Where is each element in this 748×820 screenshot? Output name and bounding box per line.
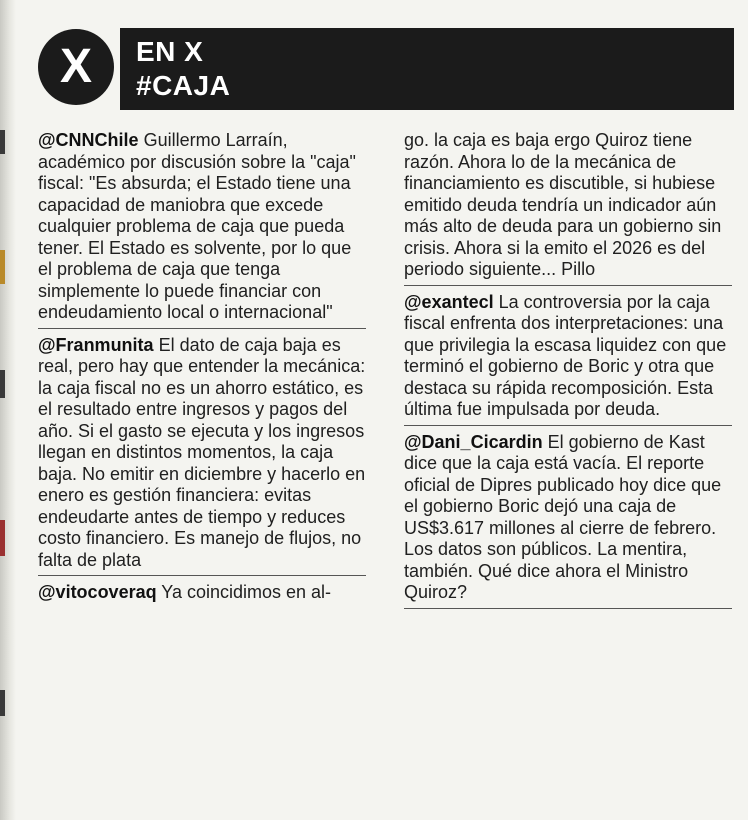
- post-handle[interactable]: @Franmunita: [38, 334, 154, 355]
- post-franmunita: [38, 335, 366, 577]
- x-logo-icon: X: [38, 29, 114, 105]
- post-handle[interactable]: @vitocoveraq: [38, 582, 157, 602]
- section-header: [38, 24, 734, 112]
- post-text: Guillermo Larraín, académico por discusión sobre la "caja" fiscal: "Es absurda; el Estado tiene una capacidad de maniobra que excede cualquier problema de caja que pueda tener. El Estado es solvente, por lo que el problema de caja que tenga simplemente lo puede financiar con endeudamiento local o internacional": [38, 130, 356, 322]
- header-hashtag: #CAJA: [136, 70, 231, 101]
- post-handle[interactable]: @Dani_Cicardin: [404, 431, 543, 452]
- edge-mark: [0, 690, 5, 716]
- post-text: El gobierno de Kast dice que la caja está vacía. El reporte oficial de Dipres publicado hoy dice que el gobierno Boric dejó una caja de US$3.617 millones al cierre de febrero. Los datos son públicos. La mentira, también. Qué dice ahora el Ministro Quiroz?: [404, 431, 722, 602]
- edge-mark: [0, 130, 5, 154]
- post-text: El dato de caja baja es real, pero hay que entender la mecánica: la caja fiscal no es un ahorro estático, es el resultado entre ingresos y pagos del año. Si el gasto se ejecuta y los ingresos llegan en distintos momentos, la caja baja. No emitir en diciembre y hacerlo en enero es gestión financiera: evitas endeudarte antes de tiempo y reduces costo financiero. Es manejo de flujos, no falta de plata: [38, 334, 366, 570]
- header-title: EN X: [136, 36, 204, 67]
- post-vitocoveraq-continued: [404, 130, 732, 286]
- page-edge-strip: [0, 0, 16, 820]
- header-title-bar: [120, 28, 734, 110]
- post-vitocoveraq-start: [38, 582, 366, 608]
- post-handle[interactable]: @CNNChile: [38, 130, 139, 150]
- right-column: [404, 130, 732, 615]
- post-text: go. la caja es baja ergo Quiroz tiene razón. Ahora lo de la mecánica de financiamiento es discutible, si hubiese emitido deuda tendría un indicador aún más alto de deuda para un gobierno sin crisis. Ahora si la emito el 2026 es del periodo siguiente... Pillo: [404, 130, 722, 279]
- post-handle[interactable]: @exantecl: [404, 291, 494, 312]
- post-cnnchile: [38, 130, 366, 329]
- post-dani-cicardin: [404, 432, 732, 609]
- post-text: La controversia por la caja fiscal enfrenta dos interpretaciones: una que privilegia la escasa liquidez con que terminó el gobierno de Boric y otra que destaca su rápida recomposición. Esta última fue impulsada por deuda.: [404, 291, 727, 419]
- post-exantecl: [404, 292, 732, 426]
- edge-mark: [0, 370, 5, 398]
- edge-mark: [0, 250, 5, 284]
- edge-mark: [0, 520, 5, 556]
- post-text: Ya coincidimos en al-: [161, 582, 332, 602]
- left-column: [38, 130, 366, 614]
